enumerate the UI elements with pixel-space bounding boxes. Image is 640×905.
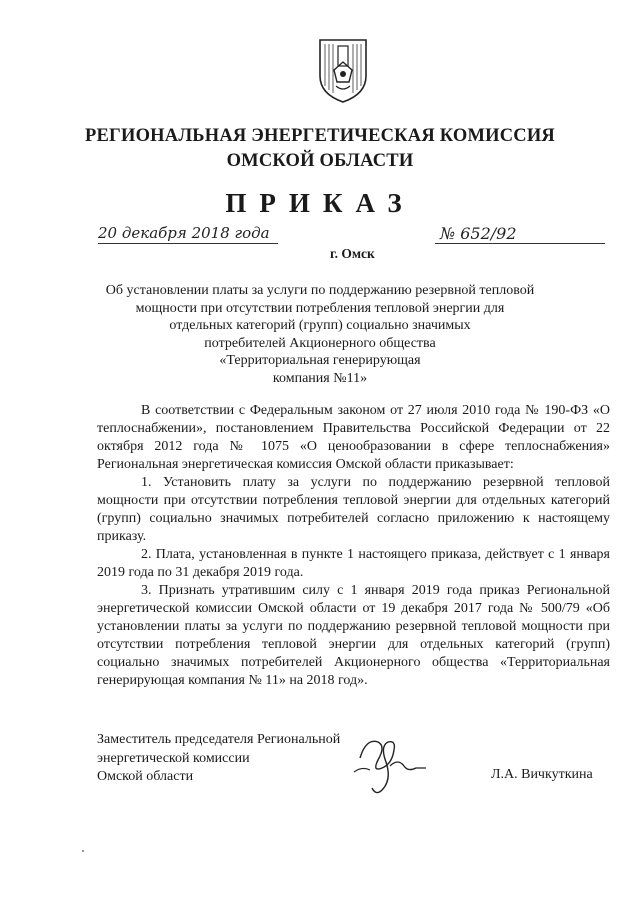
signatory-title-line: Омской области [97, 769, 194, 784]
subject-line: отдельных категорий (групп) социально значимых [169, 318, 471, 333]
preamble-paragraph: В соответствии с Федеральным законом от 27 июля 2010 года № 190-ФЗ «О теплоснабжении», постановлением Правительства Российской Федерации от 22 октября 2012 года № 1075 «О ценообразовании в сфере теплоснабжения» Региональная энергетическая комиссия Омской области приказывает: [97, 403, 610, 472]
signatory-title [97, 731, 340, 787]
date-underline [98, 243, 278, 244]
organization-name-line1: РЕГИОНАЛЬНАЯ ЭНЕРГЕТИЧЕСКАЯ КОМИССИЯ [84, 126, 555, 146]
clause-3-paragraph: 3. Признать утратившим силу с 1 января 2019 года приказ Региональной энергетической комиссии Омской области от 19 декабря 2017 года № 500/79 «Об установлении платы за услуги по поддержанию резервной тепловой мощности при отсутствии потребления тепловой энергии для отдельных категорий (групп) социально значимых потребителей Акционерного общества «Территориальная генерирующая компания № 11» на 2018 год». [97, 583, 610, 688]
subject-line: Об установлении платы за услуги по поддержанию резервной тепловой [105, 283, 535, 298]
document-subject [0, 282, 640, 387]
subject-line: потребителей Акционерного общества [204, 335, 436, 351]
organization-name-line2: ОМСКОЙ ОБЛАСТИ [226, 151, 414, 171]
document-number: № 652/92 [440, 224, 517, 243]
document-type-title: ПРИКАЗ [225, 188, 415, 218]
clause-2-paragraph: 2. Плата, установленная в пункте 1 настоящего приказа, действует с 1 января 2019 года по 31 декабря 2019 года. [97, 547, 610, 580]
city-name: г. Омск [330, 246, 375, 261]
signatory-title-line: Заместитель председателя Региональной [97, 732, 341, 747]
handwritten-signature [352, 728, 432, 798]
subject-line: компания №11» [272, 370, 368, 386]
signatory-title-line: энергетической комиссии [97, 750, 250, 766]
document-date: 20 декабря 2018 года [98, 224, 270, 242]
subject-line: мощности при отсутствии потребления тепловой энергии для [135, 300, 505, 316]
document-body [97, 402, 610, 690]
subject-line: «Территориальная генерирующая [219, 353, 421, 368]
signatory-name: Л.А. Вичкуткина [491, 767, 593, 782]
number-underline [435, 243, 605, 244]
coat-of-arms-icon [316, 36, 370, 104]
scan-speck [82, 850, 84, 852]
clause-1-paragraph: 1. Установить плату за услуги по поддержанию резервной тепловой мощности при отсутствии потребления тепловой энергии для отдельных категорий (групп) социально значимых потребителей согласно приложению к настоящему приказу. [97, 475, 610, 544]
